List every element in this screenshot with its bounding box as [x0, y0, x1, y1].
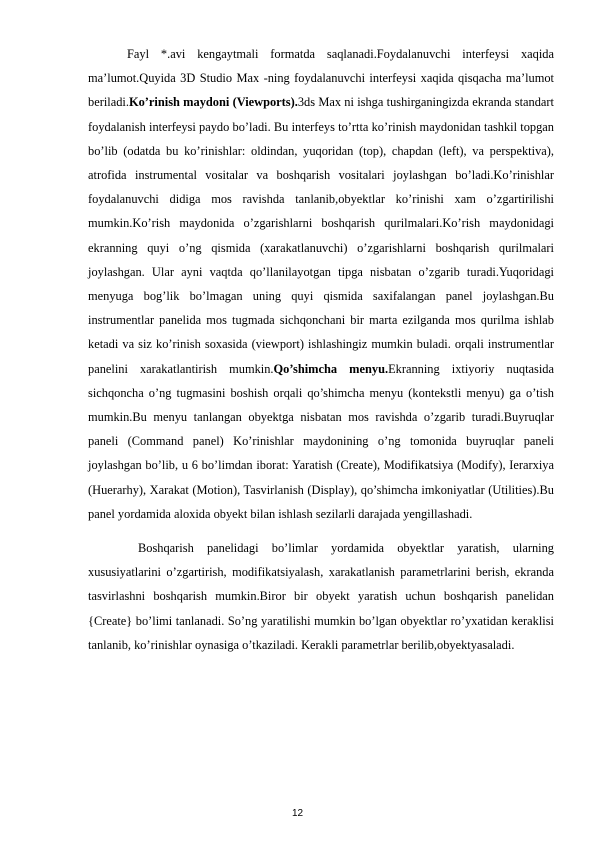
heading-context-menu: Qo’shimcha menyu.: [273, 361, 389, 376]
paragraph-text-segment: Fayl *.avi kengaytmali formatda saqlanadi.Foydalanuvchi interfeysi xaqida ma’lumot.Quyida 3D Studio Max -ning foydalanuvchi interfeysi xaqida qisqacha ma’lumot beriladi.: [88, 47, 554, 110]
page-number: 12: [291, 808, 304, 819]
heading-viewports: Ko’rinish maydoni (Viewports).: [128, 95, 298, 110]
paragraph-text-segment: 3ds Max ni ishga tushirganingizda ekranda standart foydalanish interfeysi paydo bo’ladi. Bu interfeys to’rtta ko’rinish maydonidan tashkil topgan bo’lib (odatda bu ko’rinishlar: oldindan, yuqoridan (top), chapdan (left), va perspektiva), atrofida instrumental vositalar va boshqarish vositalari joylashgan bo’ladi.Ko’rinishlar foydalanuvchi didiga mos ravishda tanlanib,obyektlar ko’rinishi xam o’zgartirilishi mumkin.Ko’rish maydonida o’zgarishlarni boshqarish qurilmalari.Ko’rish maydonidagi ekranning quyi o’ng qismida (xarakatlanuvchi) o’zgarishlarni boshqarish qurilmalari joylashgan. Ular ayni vaqtda qo’llanilayotgan tipga nisbatan o’zgarib turadi.Yuqoridagi menyuga bog’lik bo’lmagan uning quyi qismida saxifalangan panel joylashgan.Bu instrumentlar panelida mos tugmada sichqonchani bir marta ezilganda mos qurilma ishlab ketadi va siz ko’rinish soxasida (viewport) ishlashingiz mumkin buladi. orqali instrumentlar panelini xarakatlantirish mumkin.: [88, 95, 554, 376]
paragraph-interface-description: [88, 42, 554, 526]
paragraph-command-panel: Boshqarish panelidagi bo’limlar yordamida obyektlar yaratish, ularning xususiyatlarini o’zgartirish, modifikatsiyalash, xarakatlanish parametrlarini berish, ekranda tasvirlashni boshqarish mumkin.Biror bir obyekt yaratish uchun boshqarish panelidan {Create} bo’limi tanlanadi. So’ng yaratilishi mumkin bo’lgan obyektlar ro’yxatidan keraklisi tanlanib, ko’rinishlar oynasiga o’tkaziladi. Kerakli parametrlar berilib,obyektyasaladi.: [88, 541, 554, 652]
paragraph-text-segment: Ekranning ixtiyoriy nuqtasida sichqoncha o’ng tugmasini boshish orqali qo’shimcha menyu (kontekstli menyu) ga o’tish mumkin.Bu menyu tanlangan obyektga nisbatan mos ravishda o’zgarib turadi.Buyruqlar paneli (Command panel) Ko’rinishlar maydonining o’ng tomonida buyruqlar paneli joylashgan bo’lib, u 6 bo’limdan iborat: Yaratish (Create), Modifikatsiya (Modify), Ierarxiya (Huerarhy), Xarakat (Motion), Tasvirlanish (Display), qo’shimcha imkoniyatlar (Utilities).Bu panel yordamida aloxida obyekt bilan ishlash sezilarli darajada yengillashadi.: [88, 361, 554, 521]
